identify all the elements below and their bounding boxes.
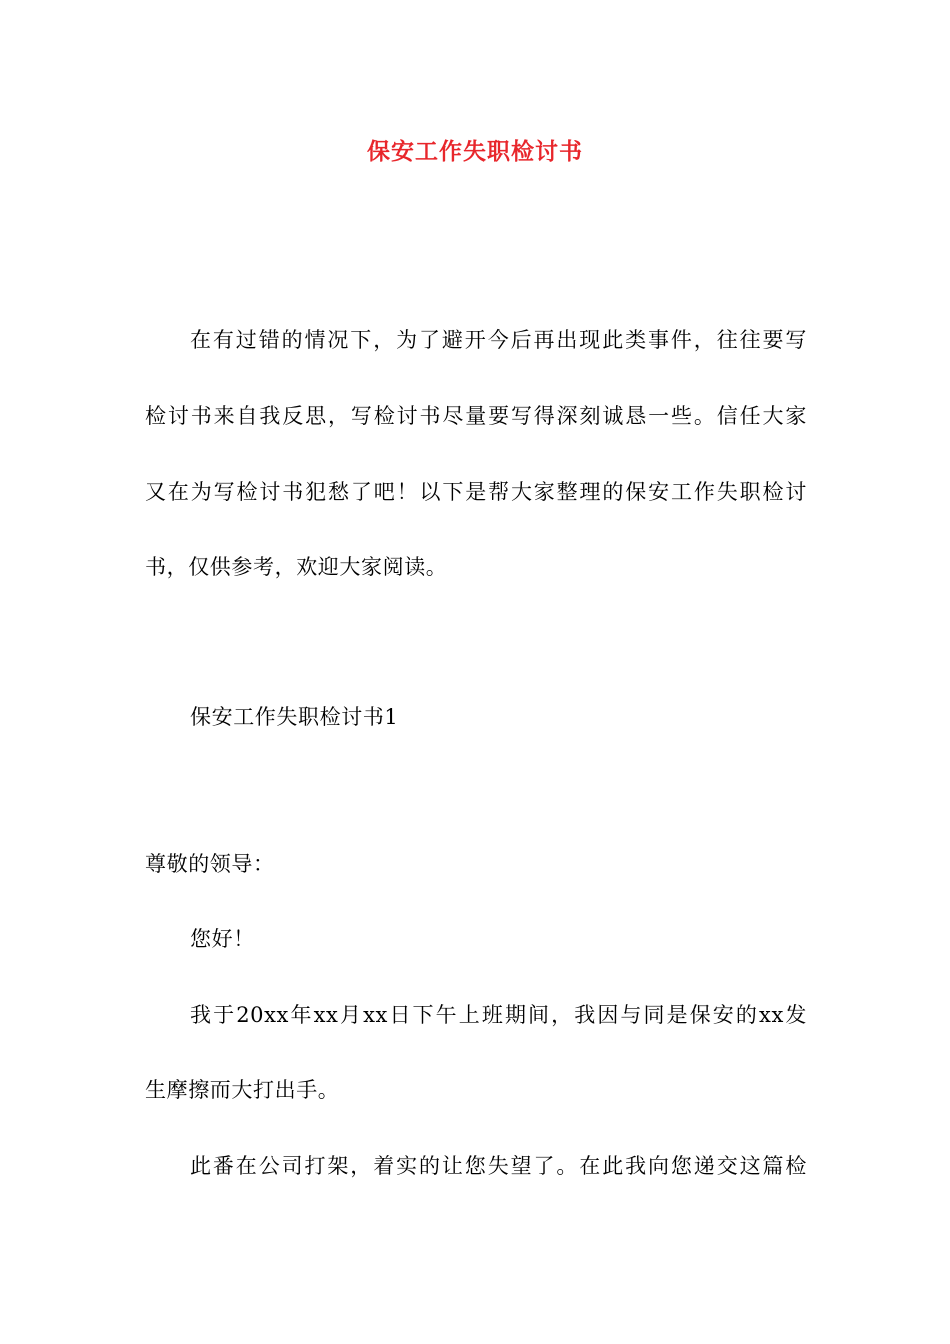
intro-line-3: 又在为写检讨书犯愁了吧！以下是帮大家整理的保安工作失职检讨 [145,480,807,504]
body-line-3: 此番在公司打架，着实的让您失望了。在此我向您递交这篇检 [190,1154,807,1178]
body-line-2: 生摩擦而大打出手。 [145,1078,340,1102]
intro-line-1: 在有过错的情况下，为了避开今后再出现此类事件，往往要写 [190,328,807,352]
document-title: 保安工作失职检讨书 [367,138,583,165]
section-heading: 保安工作失职检讨书1 [190,705,399,729]
greeting: 您好！ [190,927,255,951]
salutation: 尊敬的领导： [145,852,275,876]
body-line-1: 我于20xx年xx月xx日下午上班期间，我因与同是保安的xx发 [190,1003,807,1027]
intro-line-4: 书，仅供参考，欢迎大家阅读。 [145,555,448,579]
intro-line-2: 检讨书来自我反思，写检讨书尽量要写得深刻诚恳一些。信任大家 [145,404,807,428]
